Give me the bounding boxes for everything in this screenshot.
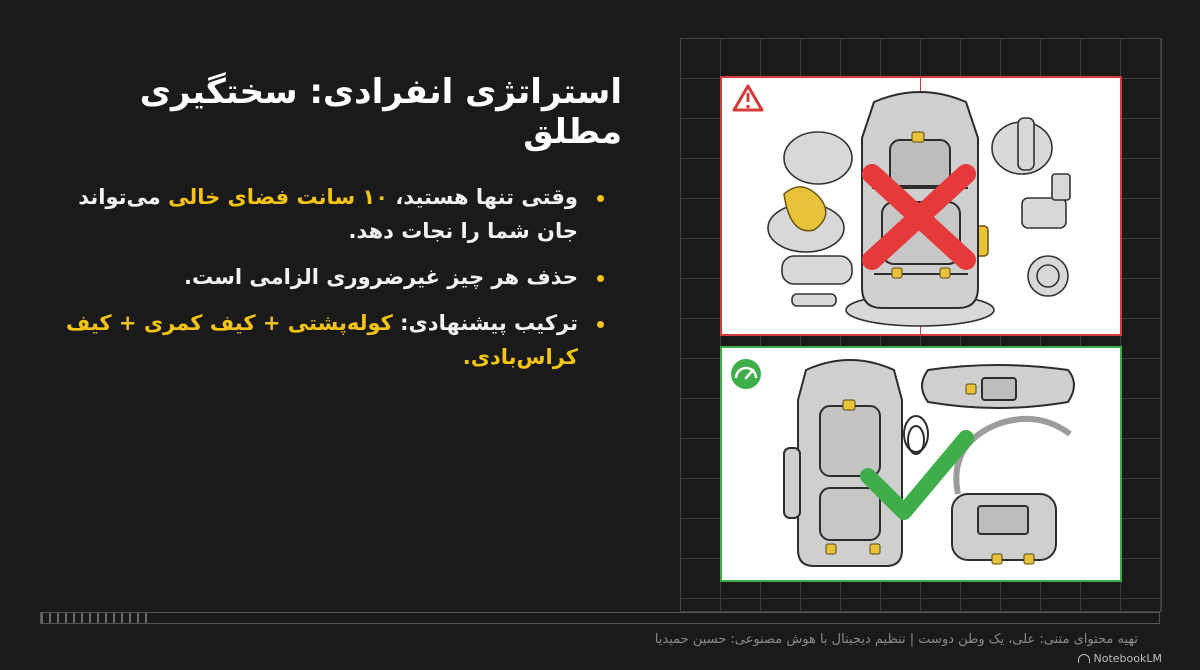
backpack-drawing <box>862 92 978 308</box>
bullet-item <box>48 260 608 294</box>
brand-label: NotebookLM <box>1093 652 1162 665</box>
bullet-highlight: ۱۰ سانت فضای خالی <box>168 185 389 209</box>
warning-icon <box>734 86 762 110</box>
bullet-highlight: کوله‌پشتی + کیف کمری + کیف کراس‌بادی. <box>65 311 578 369</box>
bullet-text: حذف هر چیز غیرضروری الزامی است. <box>184 265 578 289</box>
bullet-text: می‌تواند جان شما را نجات دهد. <box>78 185 578 243</box>
overpacked-drawing <box>722 78 1120 334</box>
bullet-item <box>48 180 608 248</box>
bullet-item <box>48 306 608 374</box>
speedometer-icon <box>731 359 761 389</box>
progress-bar <box>40 612 1160 624</box>
recommended-illustration <box>720 346 1122 582</box>
recommended-drawing <box>722 348 1120 580</box>
cable-coil <box>904 416 928 454</box>
footer-credit: تهیه محتوای متنی: علی، یک وطن دوست | تنظیم دیجیتال با هوش مصنوعی: حسین حمیدیا <box>654 632 1138 647</box>
bullet-list <box>48 180 608 386</box>
bullet-text: وقتی تنها هستید، <box>388 185 578 209</box>
bullet-text: ترکیب پیشنهادی: <box>392 311 578 335</box>
brand-badge <box>1078 652 1162 665</box>
overpacked-illustration <box>720 76 1122 336</box>
notebooklm-icon <box>1078 654 1090 663</box>
backpack-drawing <box>784 360 902 566</box>
progress-ticks <box>41 613 151 623</box>
slide-title: استراتژی انفرادی: سختگیری مطلق <box>139 72 622 152</box>
waist-bag-drawing <box>922 365 1074 408</box>
